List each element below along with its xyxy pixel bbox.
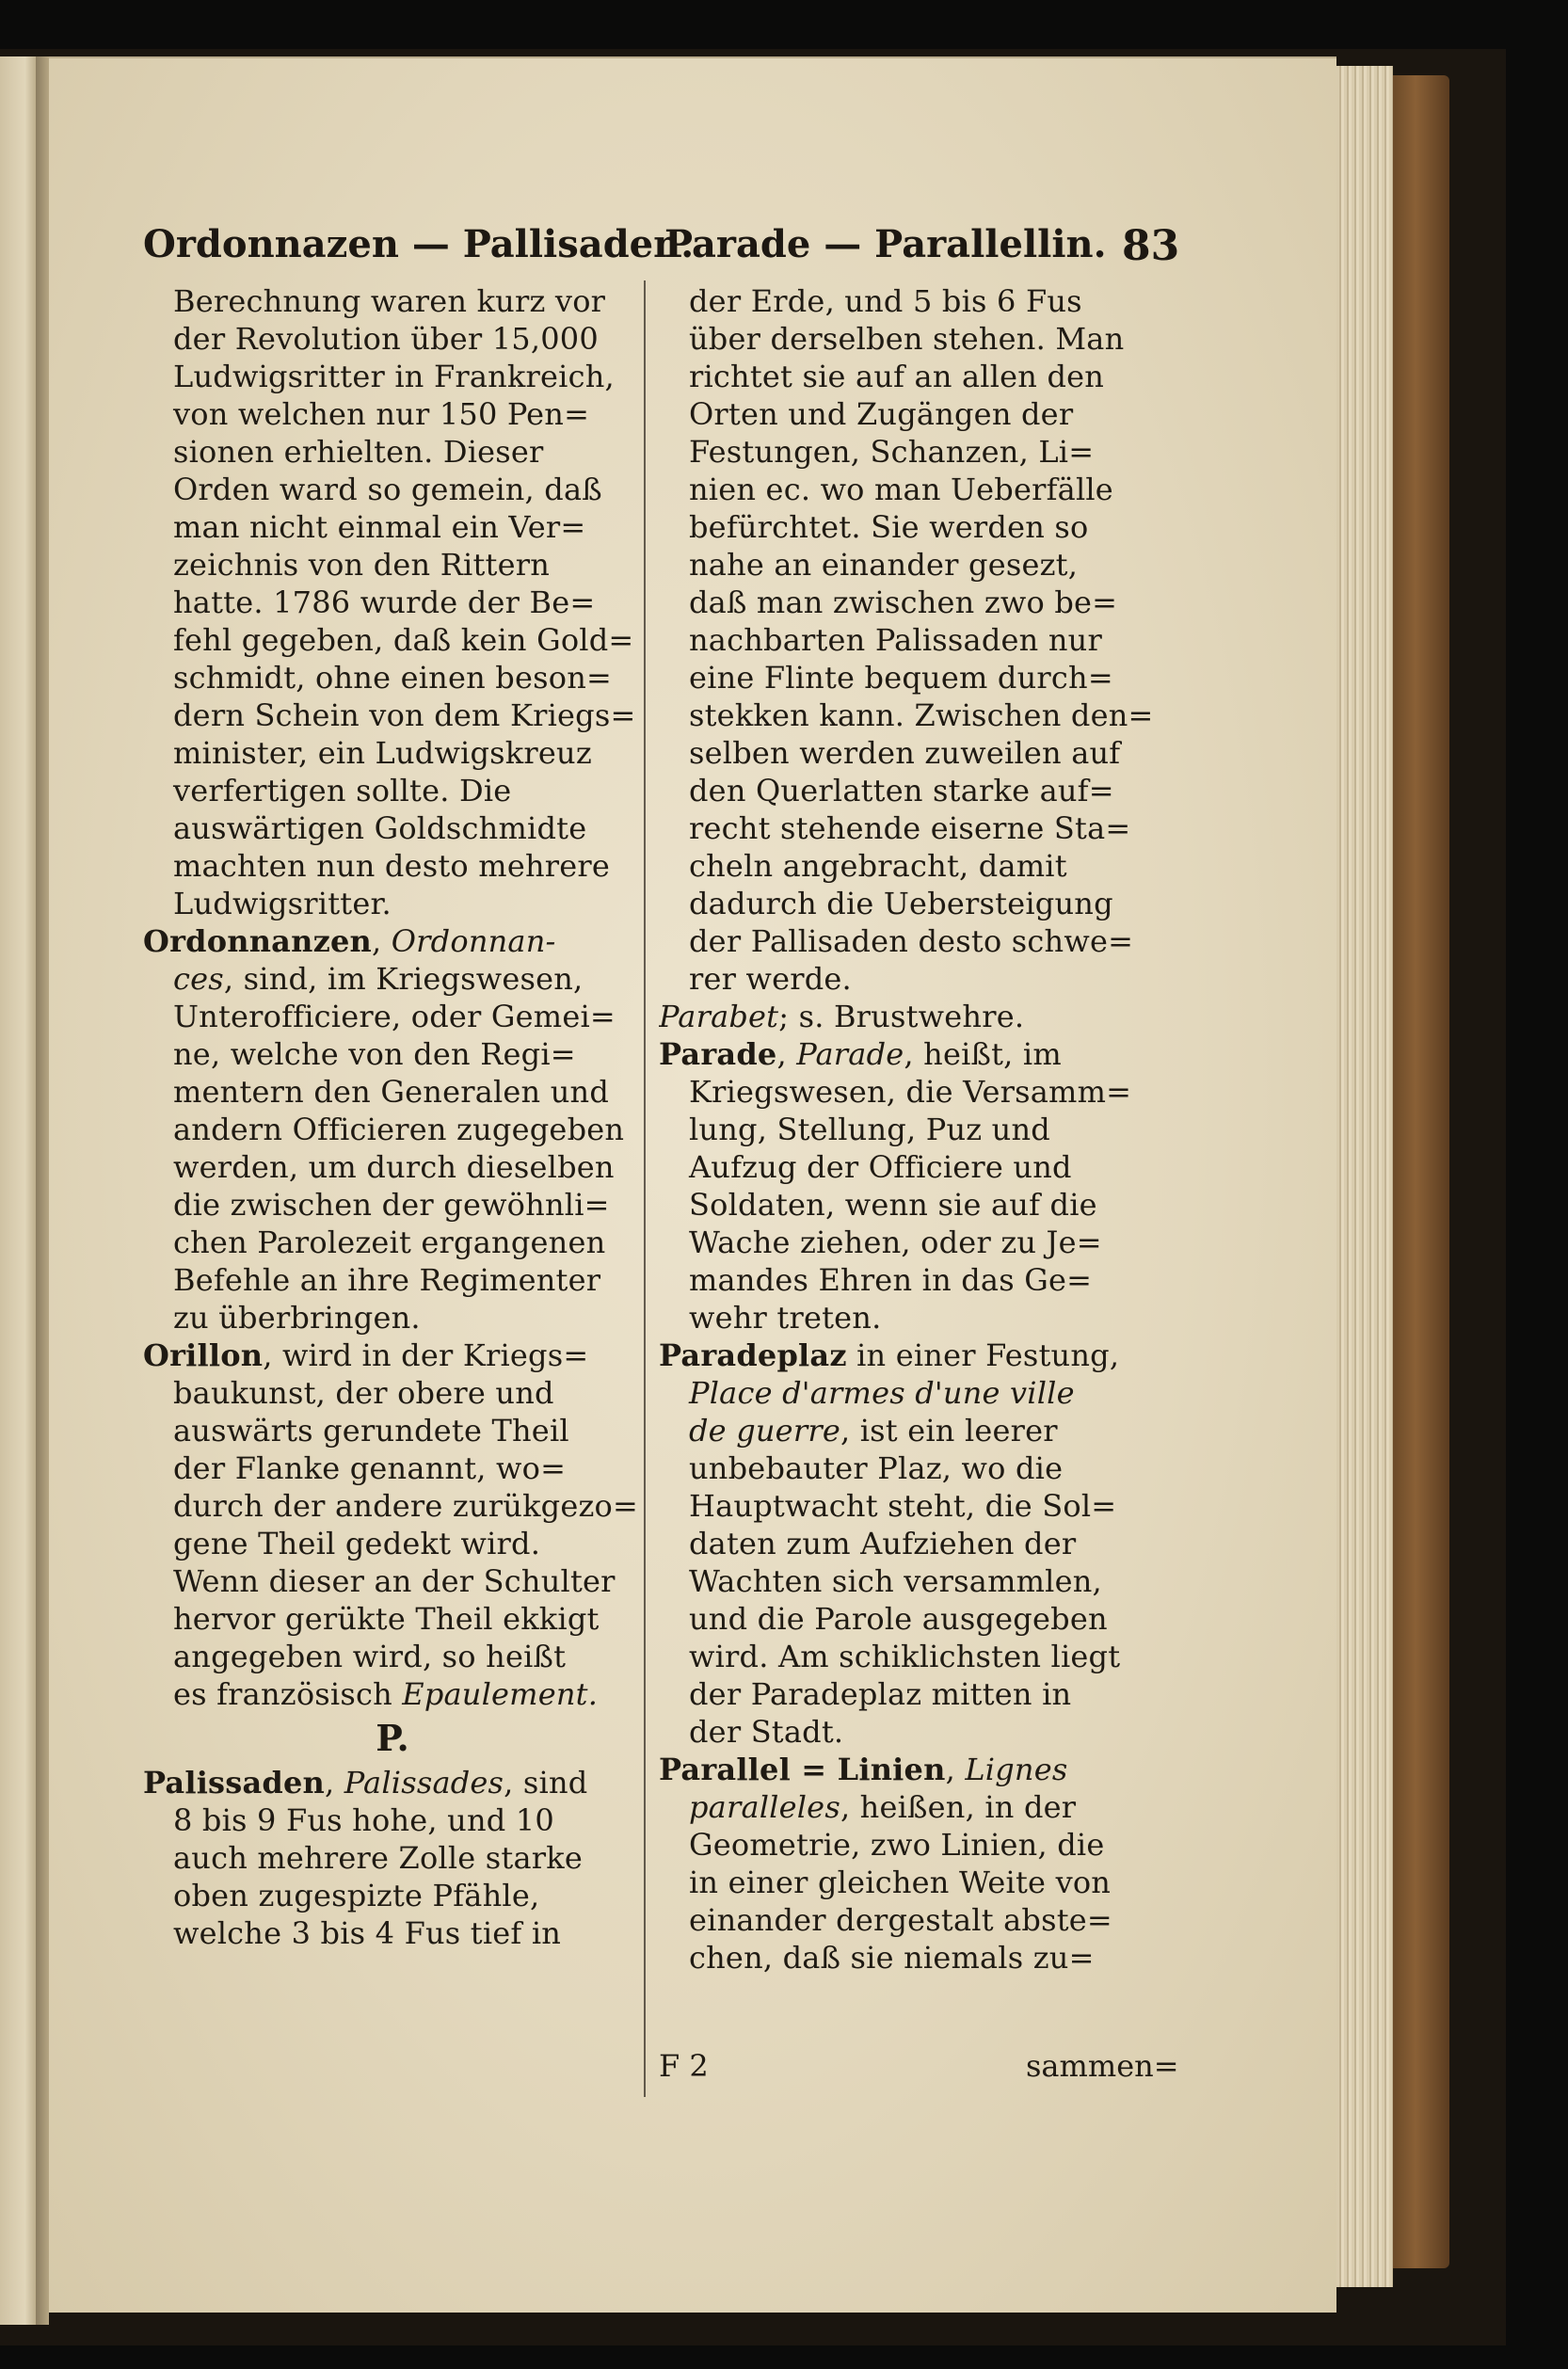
text-line [659, 1713, 1158, 1751]
line-text: Festungen, Schanzen, Li= [689, 434, 1095, 470]
line-text: Orden ward so gemein, daß [173, 472, 602, 507]
text-line [143, 282, 642, 320]
line-text: , [325, 1765, 344, 1801]
text-line [659, 1600, 1158, 1638]
line-text: in einer Festung, [846, 1337, 1120, 1373]
line-text: einander dergestalt abste= [689, 1902, 1112, 1938]
line-text: cheln angebracht, damit [689, 848, 1067, 884]
line-text: und die Parole ausgegeben [689, 1601, 1108, 1637]
text-line [659, 1374, 1158, 1412]
line-text: Befehle an ihre Regimenter [173, 1262, 601, 1298]
line-text: Ludwigsritter in Frankreich, [173, 359, 615, 394]
line-text: nachbarten Palissaden nur [689, 622, 1102, 658]
text-line [659, 1035, 1158, 1073]
line-text: dadurch die Uebersteigung [689, 886, 1113, 921]
line-text: es französisch [173, 1676, 403, 1712]
text-line [659, 847, 1158, 885]
right-column-lines [659, 282, 1158, 1977]
text-line [659, 1675, 1158, 1713]
line-text: welche 3 bis 4 Fus tief in [173, 1915, 562, 1951]
text-line [659, 1337, 1158, 1374]
text-line [143, 772, 642, 809]
text-line [659, 1751, 1158, 1788]
latin-term: de guerre [689, 1413, 840, 1449]
text-line [143, 1487, 642, 1525]
left-column-lines [143, 282, 642, 1713]
line-text: der Erde, und 5 bis 6 Fus [689, 283, 1082, 319]
latin-term: Parabet [659, 999, 779, 1034]
line-text: von welchen nur 150 Pen= [173, 396, 590, 432]
entry-headword: Parallel = Linien [659, 1752, 946, 1787]
text-line [143, 1111, 642, 1148]
line-text: der Pallisaden desto schwe= [689, 923, 1134, 959]
text-line [659, 659, 1158, 696]
text-line [659, 696, 1158, 734]
text-line [143, 1801, 642, 1839]
line-text: hatte. 1786 wurde der Be= [173, 584, 596, 620]
entry-headword: Paradeplaz [659, 1337, 847, 1373]
text-line [143, 1412, 642, 1449]
text-line [143, 1525, 642, 1562]
text-line [659, 471, 1158, 508]
line-text: Aufzug der Officiere und [689, 1149, 1072, 1185]
line-text: Soldaten, wenn sie auf die [689, 1187, 1097, 1223]
text-line [143, 433, 642, 471]
text-line [143, 1562, 642, 1600]
text-line [659, 358, 1158, 395]
text-line [143, 1337, 642, 1374]
line-text: zeichnis von den Rittern [173, 547, 551, 583]
entry-headword: Ordonnanzen [143, 923, 372, 959]
line-text: Ludwigsritter. [173, 886, 392, 921]
line-text: , sind [504, 1765, 588, 1801]
text-line [143, 998, 642, 1035]
line-text: , wird in der Kriegs= [263, 1337, 589, 1373]
latin-term: Epaulement. [402, 1676, 599, 1712]
text-line [143, 1638, 642, 1675]
line-text: nahe an einander gesezt, [689, 547, 1079, 583]
entry-headword: Orillon [143, 1337, 264, 1373]
line-text: Wachten sich versammlen, [689, 1563, 1102, 1599]
page-fore-edge [1336, 66, 1393, 2287]
text-line [143, 584, 642, 621]
header-right-title: Parade — Parallellin. [664, 222, 1107, 266]
line-text: chen Parolezeit ergangenen [173, 1225, 606, 1260]
line-text: die zwischen der gewöhnli= [173, 1187, 610, 1223]
text-line [659, 1412, 1158, 1449]
page-number: 83 [1122, 222, 1180, 270]
text-line [659, 546, 1158, 584]
text-line [659, 1826, 1158, 1864]
line-text: hervor gerükte Theil ekkigt [173, 1601, 600, 1637]
text-line [659, 1638, 1158, 1675]
text-line [659, 1525, 1158, 1562]
line-text: chen, daß sie niemals zu= [689, 1940, 1095, 1976]
text-line [143, 358, 642, 395]
line-text: rer werde. [689, 961, 852, 997]
latin-term: Parade [796, 1036, 904, 1072]
line-text: schmidt, ohne einen beson= [173, 660, 613, 696]
entry-headword: Parade [659, 1036, 777, 1072]
text-line [659, 1148, 1158, 1186]
line-text: zu überbringen. [173, 1300, 421, 1336]
catchword: sammen= [1026, 2048, 1179, 2084]
line-text: Orten und Zugängen der [689, 396, 1074, 432]
text-line [659, 621, 1158, 659]
line-text: Berechnung waren kurz vor [173, 283, 606, 319]
text-line [659, 885, 1158, 922]
text-line [143, 320, 642, 358]
text-line [659, 433, 1158, 471]
text-line [659, 1111, 1158, 1148]
text-line [659, 1224, 1158, 1261]
left-page-edge [0, 56, 36, 2325]
text-line [659, 1901, 1158, 1939]
text-line [659, 1864, 1158, 1901]
text-line [143, 508, 642, 546]
text-line [659, 1449, 1158, 1487]
text-line [143, 1224, 642, 1261]
book-cover-edge [1393, 75, 1449, 2268]
section-letter: P. [376, 1717, 409, 1759]
line-text: eine Flinte bequem durch= [689, 660, 1113, 696]
line-text: Hauptwacht steht, die Sol= [689, 1488, 1117, 1524]
line-text: machten nun desto mehrere [173, 848, 611, 884]
text-line [143, 659, 642, 696]
line-text: befürchtet. Sie werden so [689, 509, 1089, 545]
latin-term: Ordonnan- [391, 923, 556, 959]
line-text: Geometrie, zwo Linien, die [689, 1827, 1105, 1863]
line-text: fehl gegeben, daß kein Gold= [173, 622, 634, 658]
text-line [143, 809, 642, 847]
text-line [143, 1035, 642, 1073]
line-text: mandes Ehren in das Ge= [689, 1262, 1093, 1298]
text-line [659, 1299, 1158, 1337]
line-text: recht stehende eiserne Sta= [689, 810, 1131, 846]
text-line [143, 960, 642, 998]
line-text: auch mehrere Zolle starke [173, 1840, 583, 1876]
line-text: Wenn dieser an der Schulter [173, 1563, 616, 1599]
text-line [659, 1562, 1158, 1600]
text-line [143, 1186, 642, 1224]
signature-mark: F 2 [659, 2048, 709, 2084]
line-text: , heißt, im [904, 1036, 1062, 1072]
line-text: über derselben stehen. Man [689, 321, 1125, 357]
text-line [659, 395, 1158, 433]
text-line [143, 1299, 642, 1337]
line-text: Kriegswesen, die Versamm= [689, 1074, 1132, 1110]
line-text: mentern den Generalen und [173, 1074, 610, 1110]
line-text: richtet sie auf an allen den [689, 359, 1105, 394]
left-column-after-lines [143, 1764, 642, 1952]
line-text: minister, ein Ludwigskreuz [173, 735, 592, 771]
text-line [143, 922, 642, 960]
line-text: durch der andere zurükgezo= [173, 1488, 639, 1524]
text-line [143, 1073, 642, 1111]
column-divider [644, 280, 646, 2097]
text-line [659, 1261, 1158, 1299]
line-text: 8 bis 9 Fus hohe, und 10 [173, 1802, 554, 1838]
line-text: verfertigen sollte. Die [173, 773, 512, 808]
text-line [659, 1788, 1158, 1826]
text-line [659, 584, 1158, 621]
line-text: daß man zwischen zwo be= [689, 584, 1118, 620]
text-line [659, 809, 1158, 847]
text-line [143, 1374, 642, 1412]
latin-term: paralleles [689, 1789, 840, 1825]
text-line [659, 734, 1158, 772]
line-text: , sind, im Kriegswesen, [223, 961, 584, 997]
line-text: den Querlatten starke auf= [689, 773, 1114, 808]
line-text: lung, Stellung, Puz und [689, 1112, 1050, 1147]
line-text: baukunst, der obere und [173, 1375, 554, 1411]
text-line [143, 1148, 642, 1186]
text-line [143, 1675, 642, 1713]
line-text: Wache ziehen, oder zu Je= [689, 1225, 1102, 1260]
line-text: daten zum Aufziehen der [689, 1526, 1077, 1561]
text-line [143, 1914, 642, 1952]
latin-term: Lignes [965, 1752, 1068, 1787]
text-line [659, 320, 1158, 358]
line-text: der Revolution über 15,000 [173, 321, 599, 357]
text-line [143, 696, 642, 734]
line-text: andern Officieren zugegeben [173, 1112, 625, 1147]
line-text: , [776, 1036, 797, 1072]
text-line [659, 1939, 1158, 1977]
line-text: der Stadt. [689, 1714, 844, 1750]
text-line [659, 508, 1158, 546]
text-line [143, 621, 642, 659]
line-text: der Paradeplaz mitten in [689, 1676, 1072, 1712]
line-text: in einer gleichen Weite von [689, 1865, 1112, 1900]
book-gutter [36, 56, 49, 2325]
line-text: , [945, 1752, 966, 1787]
line-text: ne, welche von den Regi= [173, 1036, 576, 1072]
line-text: man nicht einmal ein Ver= [173, 509, 586, 545]
line-text: , [371, 923, 392, 959]
text-line [143, 847, 642, 885]
text-line [659, 960, 1158, 998]
line-text: oben zugespizte Pfähle, [173, 1878, 540, 1913]
line-text: wird. Am schiklichsten liegt [689, 1639, 1121, 1674]
line-text: ; s. Brustwehre. [778, 999, 1025, 1034]
latin-term: Palissades [344, 1765, 504, 1801]
text-line [143, 1600, 642, 1638]
text-line [659, 772, 1158, 809]
line-text: nien ec. wo man Ueberfälle [689, 472, 1113, 507]
text-line [143, 1261, 642, 1299]
text-line [143, 734, 642, 772]
text-line [143, 471, 642, 508]
line-text: dern Schein von dem Kriegs= [173, 697, 636, 733]
line-text: , ist ein leerer [840, 1413, 1058, 1449]
text-line [659, 1487, 1158, 1525]
line-text: , heißen, in der [840, 1789, 1077, 1825]
line-text: selben werden zuweilen auf [689, 735, 1121, 771]
line-text: werden, um durch dieselben [173, 1149, 615, 1185]
latin-term: Place d'armes d'une ville [689, 1375, 1075, 1411]
text-line [143, 1764, 642, 1801]
text-line [143, 1449, 642, 1487]
text-line [659, 998, 1158, 1035]
line-text: gene Theil gedekt wird. [173, 1526, 541, 1561]
text-line [659, 282, 1158, 320]
line-text: auswärts gerundete Theil [173, 1413, 569, 1449]
text-line [143, 1839, 642, 1877]
entry-headword: Palissaden [143, 1765, 326, 1801]
text-line [143, 546, 642, 584]
line-text: angegeben wird, so heißt [173, 1639, 567, 1674]
line-text: unbebauter Plaz, wo die [689, 1450, 1064, 1486]
text-line [659, 1186, 1158, 1224]
line-text: stekken kann. Zwischen den= [689, 697, 1154, 733]
line-text: Unterofficiere, oder Gemei= [173, 999, 616, 1034]
line-text: auswärtigen Goldschmidte [173, 810, 587, 846]
left-column [143, 282, 642, 1952]
text-line [143, 395, 642, 433]
line-text: wehr treten. [689, 1300, 882, 1336]
line-text: sionen erhielten. Dieser [173, 434, 544, 470]
text-line [659, 922, 1158, 960]
text-line [143, 885, 642, 922]
latin-term: ces [173, 961, 224, 997]
text-line [659, 1073, 1158, 1111]
right-column [659, 282, 1158, 1977]
line-text: der Flanke genannt, wo= [173, 1450, 567, 1486]
text-line [143, 1877, 642, 1914]
header-left-title: Ordonnazen — Pallisaden. [143, 222, 695, 266]
